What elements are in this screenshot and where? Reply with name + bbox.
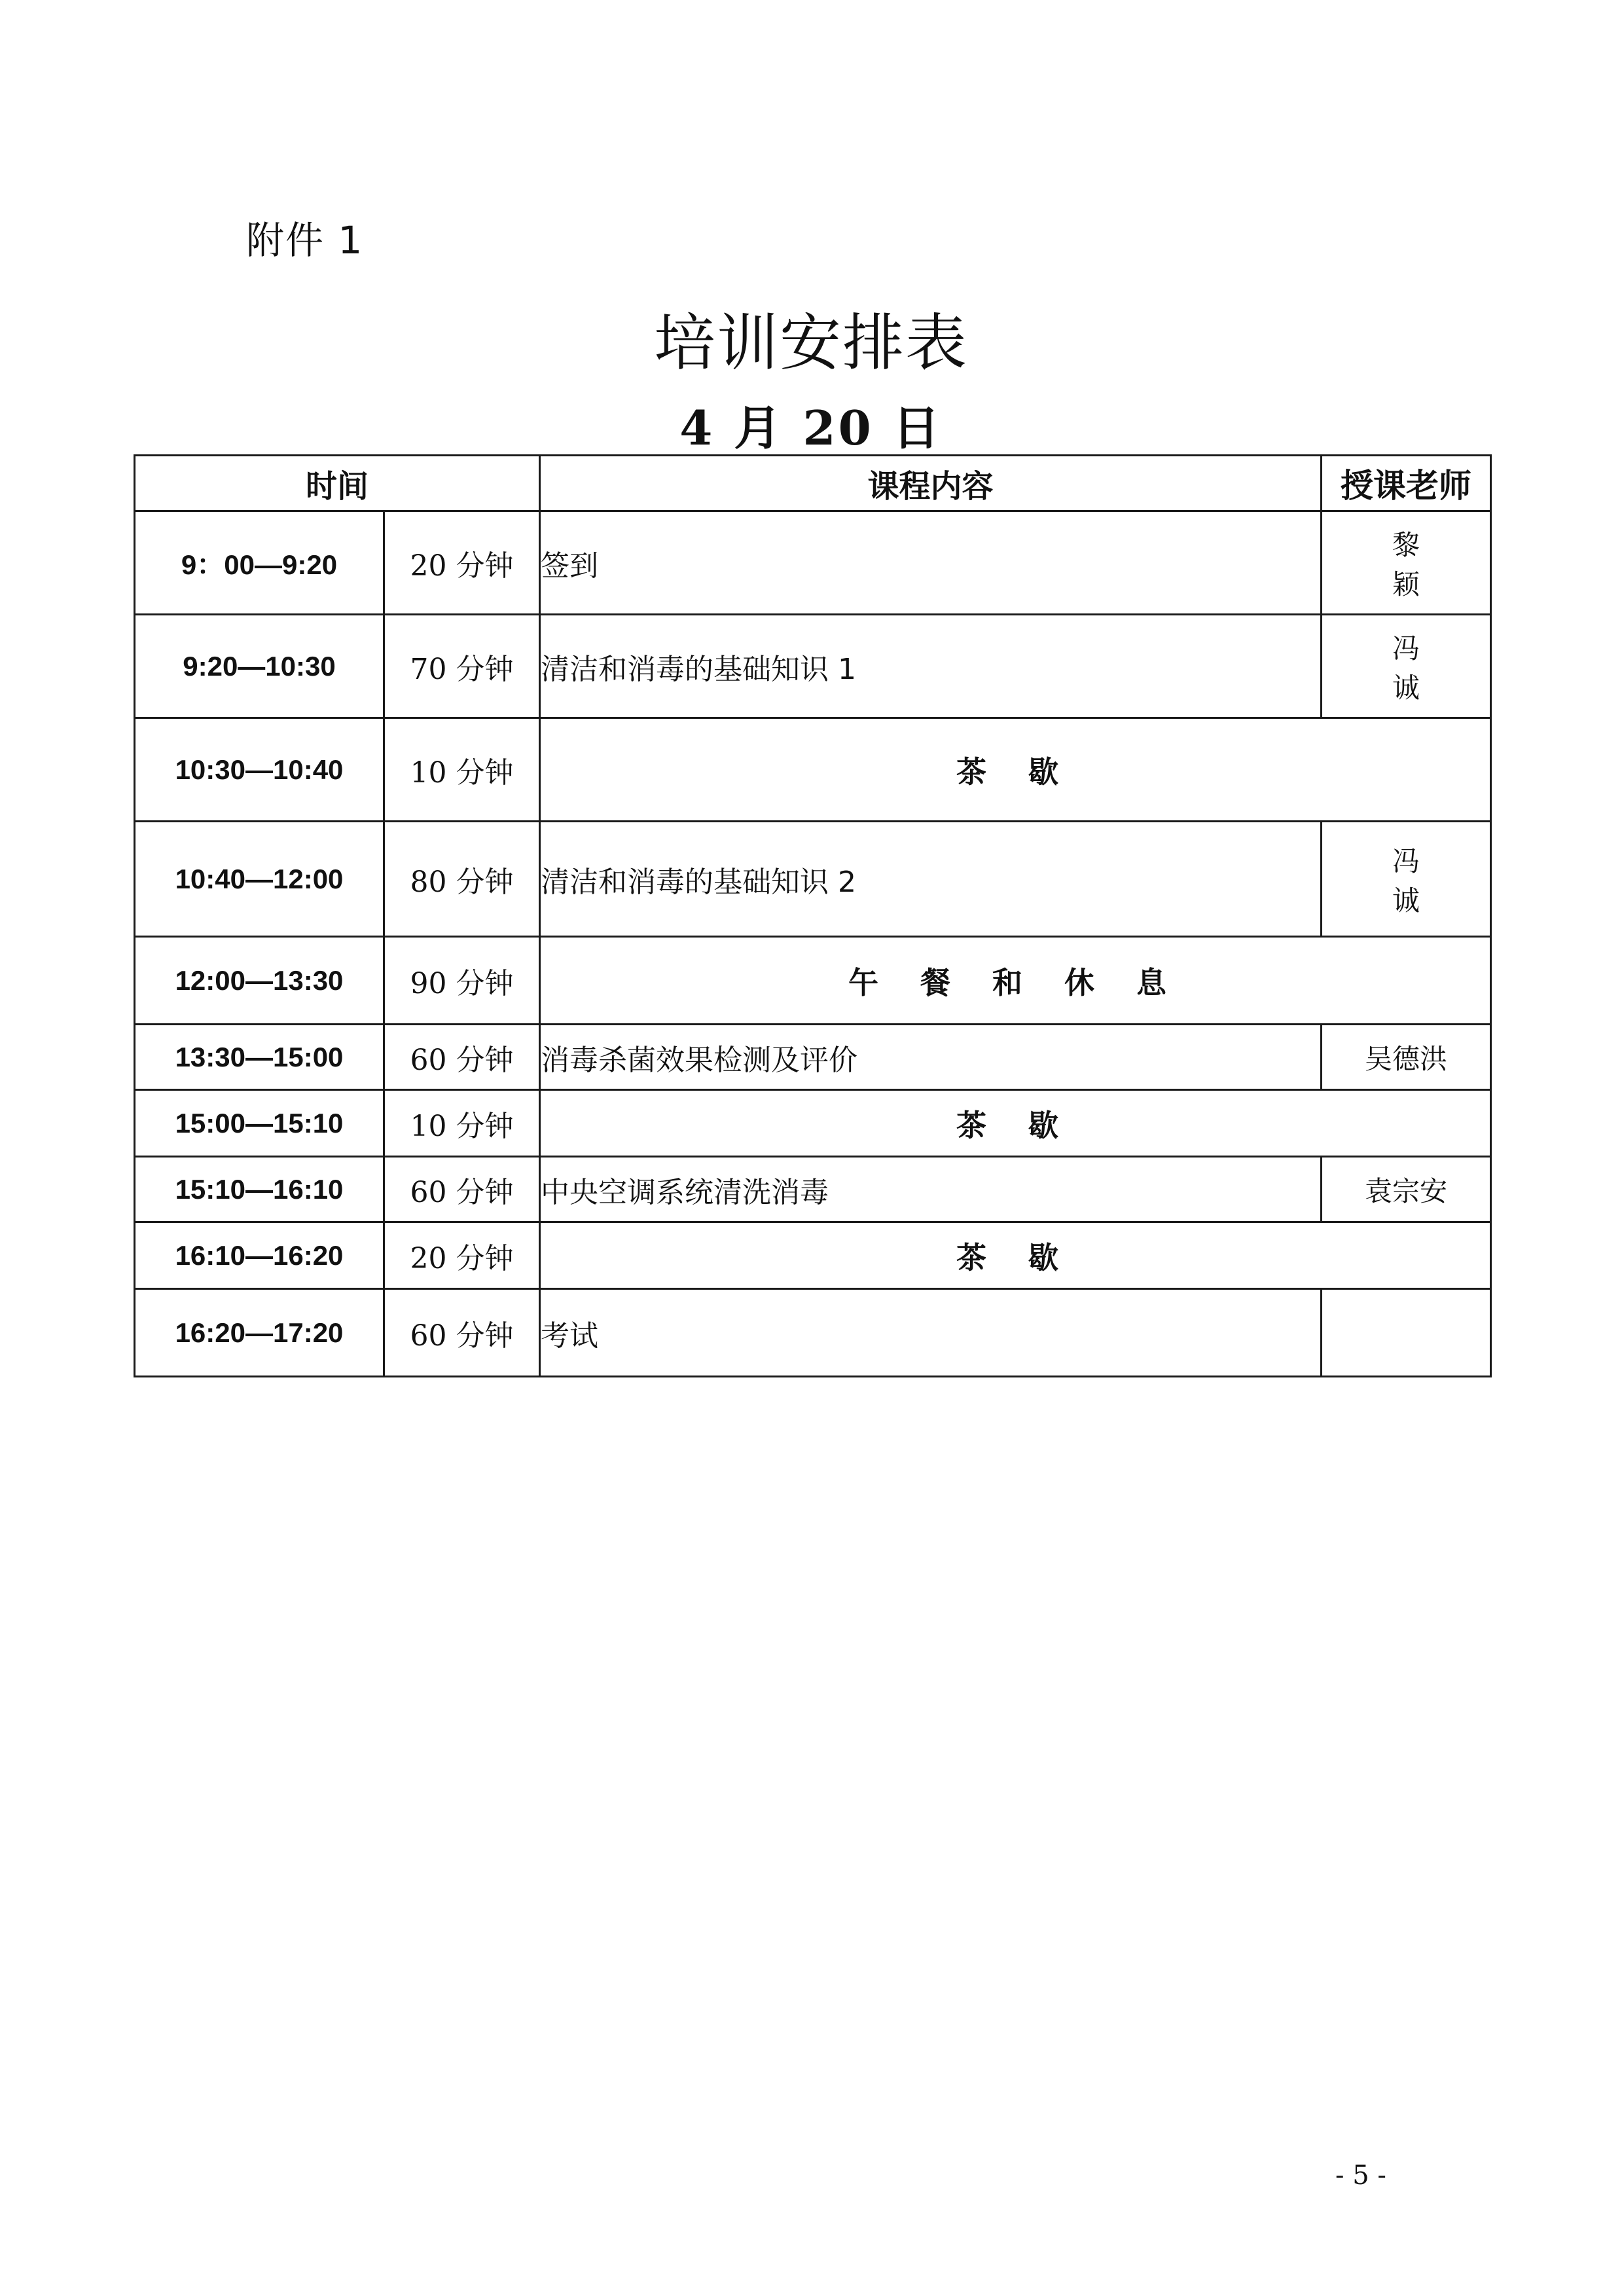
page-number: - 5 - <box>1335 2160 1386 2191</box>
duration-cell: 90 分钟 <box>384 937 540 1025</box>
header-time: 时间 <box>135 456 540 511</box>
table-row <box>135 615 1491 718</box>
teacher-cell: 袁宗安 <box>1322 1157 1491 1222</box>
time-cell: 10:40—12:00 <box>135 822 384 937</box>
duration-cell: 10 分钟 <box>384 1090 540 1157</box>
time-cell: 10:30—10:40 <box>135 718 384 822</box>
duration-cell: 10 分钟 <box>384 718 540 822</box>
duration-cell: 60 分钟 <box>384 1025 540 1090</box>
duration-cell: 20 分钟 <box>384 1222 540 1289</box>
teacher-cell: 吴德洪 <box>1322 1025 1491 1090</box>
duration-cell: 20 分钟 <box>384 511 540 615</box>
table-row <box>135 718 1491 822</box>
time-cell: 9:20—10:30 <box>135 615 384 718</box>
content-cell: 清洁和消毒的基础知识 2 <box>540 822 1322 937</box>
content-cell: 考试 <box>540 1289 1322 1377</box>
time-cell: 13:30—15:00 <box>135 1025 384 1090</box>
table-row <box>135 1090 1491 1157</box>
table-row <box>135 937 1491 1025</box>
content-cell: 签到 <box>540 511 1322 615</box>
table-row <box>135 1025 1491 1090</box>
time-cell: 16:20—17:20 <box>135 1289 384 1377</box>
schedule-date: 4 月 20 日 <box>679 400 943 456</box>
duration-cell: 80 分钟 <box>384 822 540 937</box>
duration-cell: 70 分钟 <box>384 615 540 718</box>
teacher-cell: 黎 颖 <box>1322 511 1491 615</box>
break-cell: 茶 歇 <box>540 718 1491 822</box>
page-title: 培训安排表 <box>653 308 968 379</box>
training-schedule-table <box>134 454 1492 1377</box>
table-header-row <box>135 456 1491 511</box>
time-cell: 15:10—16:10 <box>135 1157 384 1222</box>
content-cell: 中央空调系统清洗消毒 <box>540 1157 1322 1222</box>
attachment-label: 附件 1 <box>246 218 364 263</box>
header-content: 课程内容 <box>540 456 1322 511</box>
header-teacher: 授课老师 <box>1322 456 1491 511</box>
time-cell: 16:10—16:20 <box>135 1222 384 1289</box>
table-row <box>135 822 1491 937</box>
duration-cell: 60 分钟 <box>384 1157 540 1222</box>
break-cell: 茶 歇 <box>540 1222 1491 1289</box>
content-cell: 消毒杀菌效果检测及评价 <box>540 1025 1322 1090</box>
time-cell: 12:00—13:30 <box>135 937 384 1025</box>
content-cell: 清洁和消毒的基础知识 1 <box>540 615 1322 718</box>
teacher-cell: 冯 诚 <box>1322 615 1491 718</box>
break-cell: 午 餐 和 休 息 <box>540 937 1491 1025</box>
time-cell: 15:00—15:10 <box>135 1090 384 1157</box>
table-row <box>135 1222 1491 1289</box>
table-row <box>135 511 1491 615</box>
table-row <box>135 1289 1491 1377</box>
duration-cell: 60 分钟 <box>384 1289 540 1377</box>
teacher-cell: 冯 诚 <box>1322 822 1491 937</box>
teacher-cell <box>1322 1289 1491 1377</box>
time-cell: 9：00—9:20 <box>135 511 384 615</box>
table-row <box>135 1157 1491 1222</box>
break-cell: 茶 歇 <box>540 1090 1491 1157</box>
